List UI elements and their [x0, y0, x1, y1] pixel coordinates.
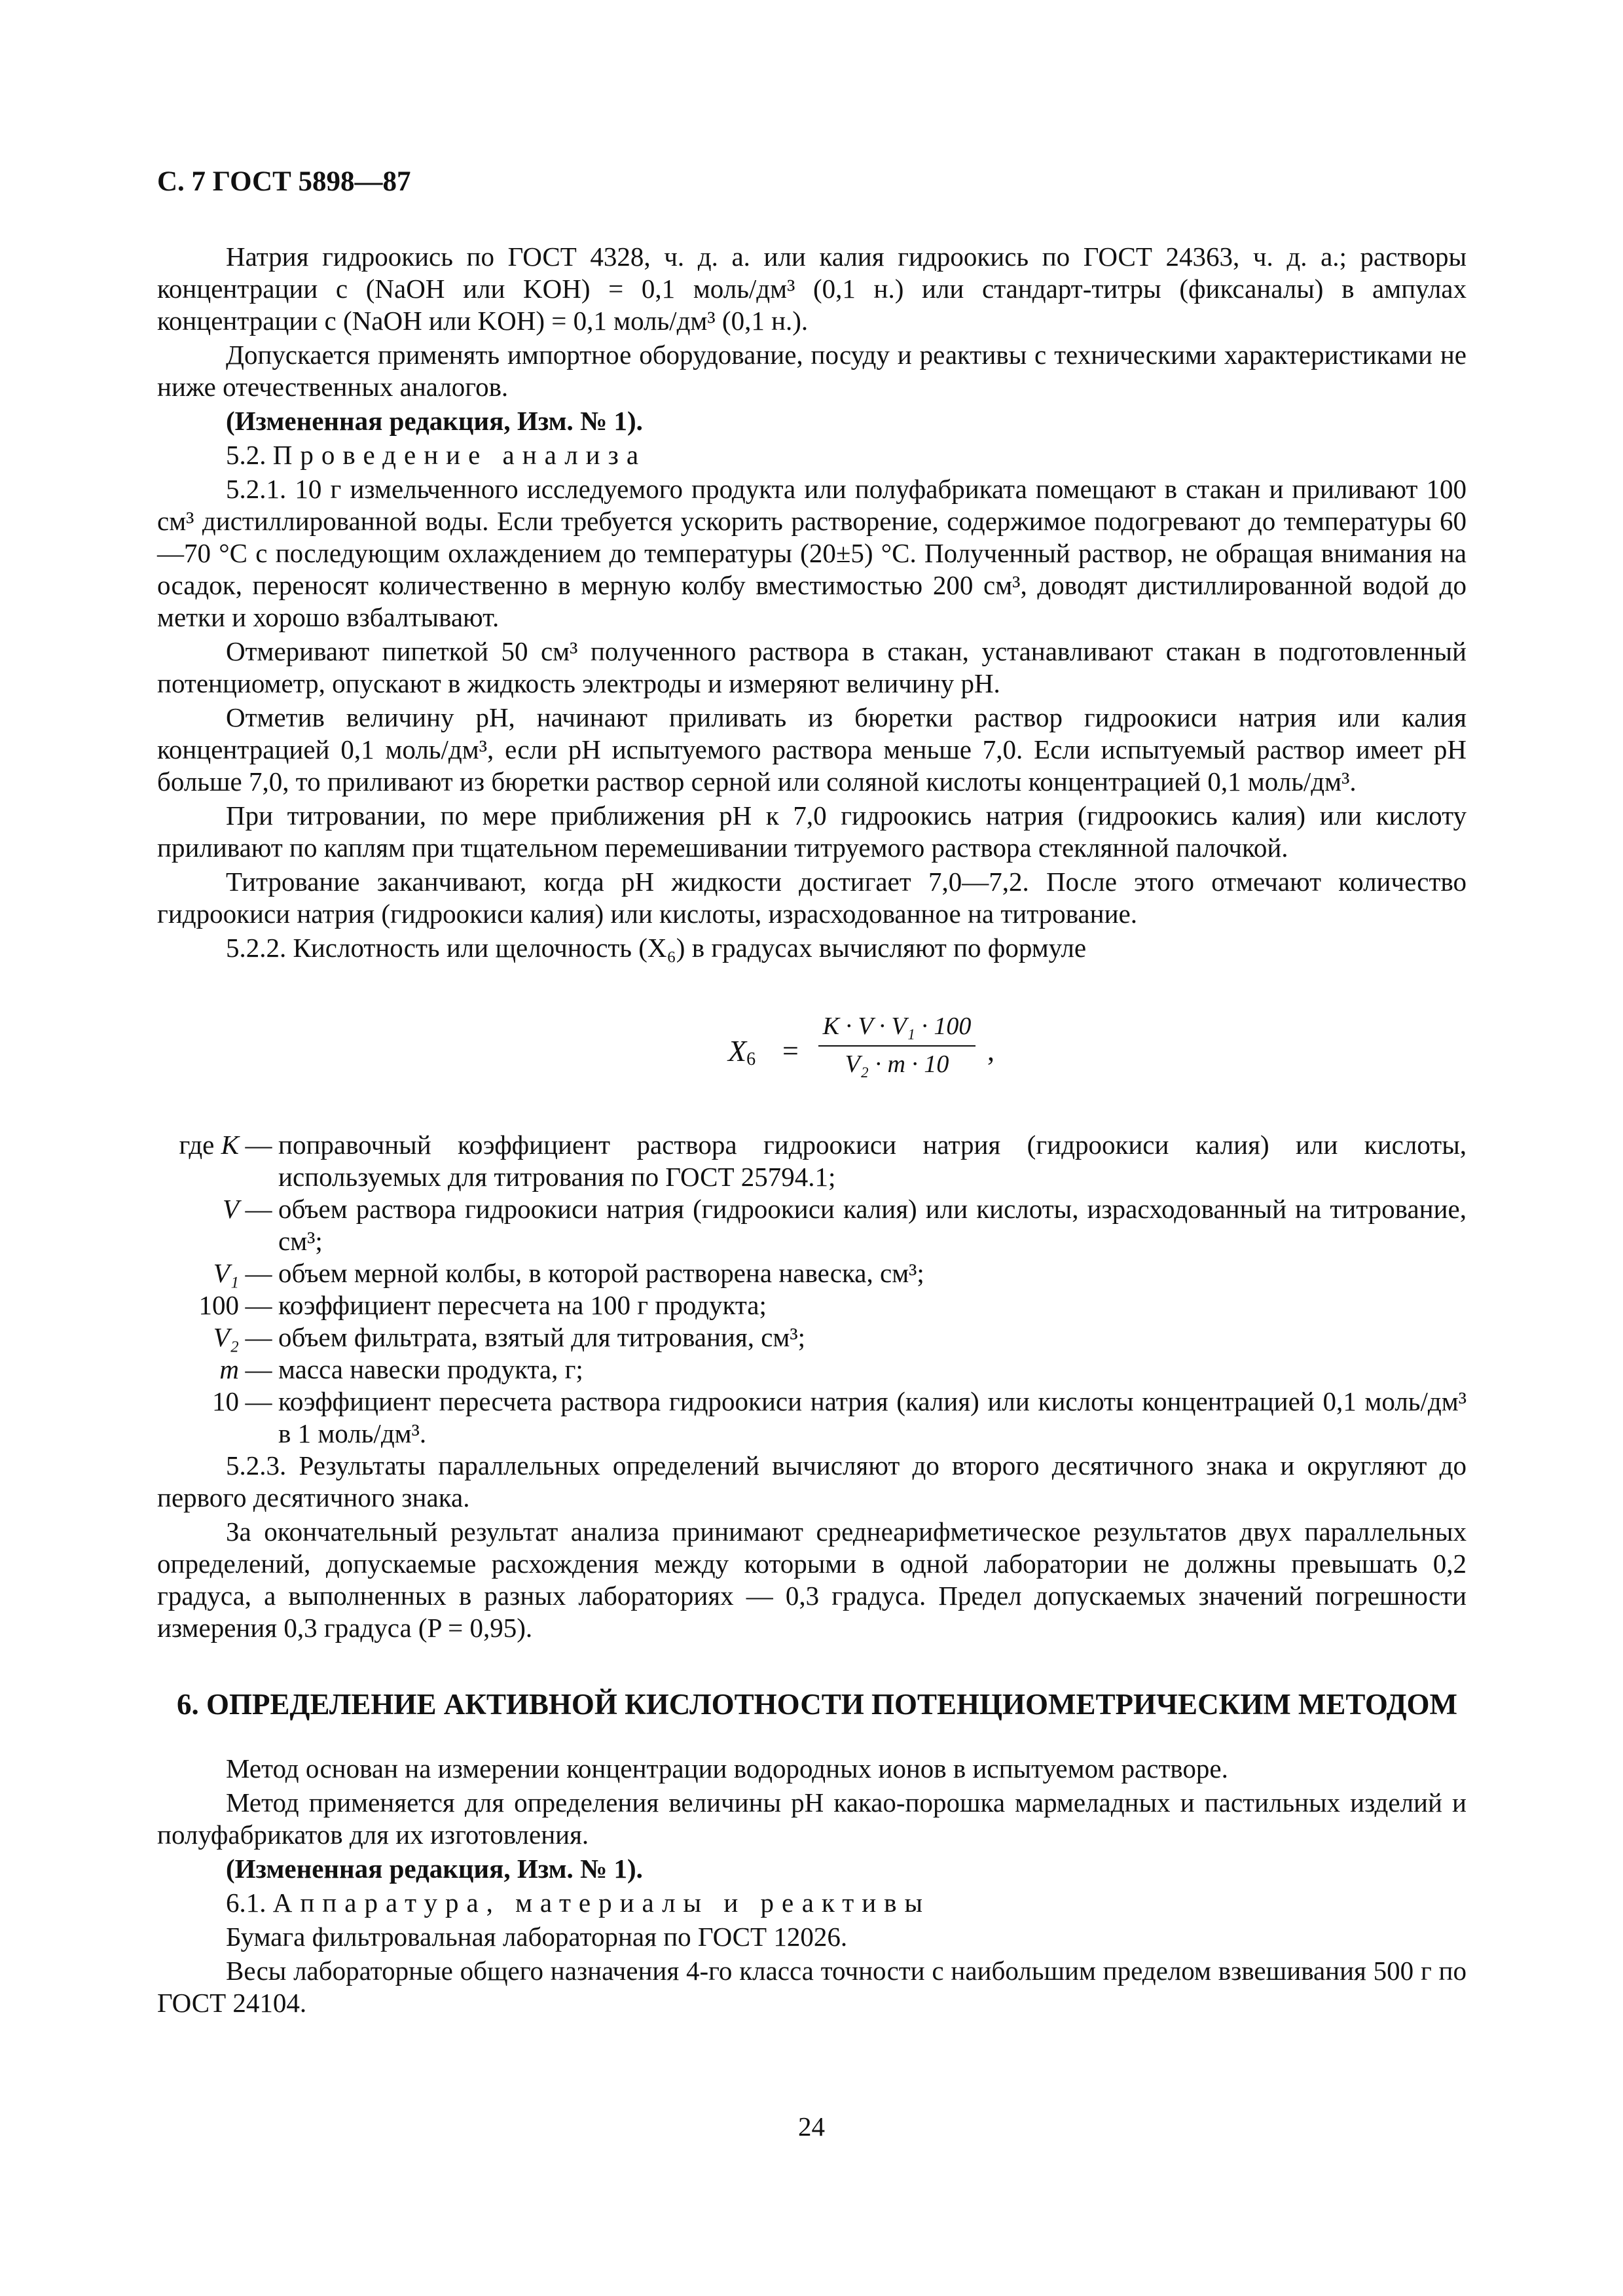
formula-fraction	[818, 1010, 976, 1081]
paragraph-scales: Весы лабораторные общего назначения 4-го класса точности с наибольшим пределом взвешивания 500 г по ГОСТ 24104.	[157, 1956, 1467, 2018]
paragraph-reagents: Натрия гидроокись по ГОСТ 4328, ч. д. а. или калия гидроокись по ГОСТ 24363, ч. д. а.; растворы концентрации c (NaOH или KOH) = 0,1 моль/дм³ (0,1 н.) или стандарт-титры (фиксаналы) в ампулах концентрации c (NaOH или KOH) = 0,1 моль/дм³ (0,1 н.).	[157, 242, 1467, 336]
amendment-note: (Измененная редакция, Изм. № 1).	[226, 1854, 643, 1884]
subsection-5-2-heading	[157, 439, 1467, 471]
paragraph-import-equipment: Допускается применять импортное оборудование, посуду и реактивы с техническими характеристиками не ниже отечественных аналогов.	[157, 340, 1467, 402]
paragraph-method-basis: Метод основан на измерении концентрации водородных ионов в испытуемом растворе.	[226, 1753, 1228, 1784]
legend-symbol: V₁	[213, 1258, 239, 1288]
legend-symbol: 10	[212, 1386, 239, 1416]
paragraph-final-result: За окончательный результат анализа принимают среднеарифметическое результатов двух параллельных определений, допускаемые расхождения между которыми в одной лаборатории не должны превышать 0,2 градуса, а выполненных в разных лабораториях — 0,3 градуса. Предел допускаемых значений погрешности измерения 0,3 градуса (P = 0,95).	[157, 1516, 1467, 1643]
paragraph-5-2-1: 5.2.1. 10 г измельченного исследуемого продукта или полуфабриката помещают в стакан и приливают 100 см³ дистиллированной воды. Если требуется ускорить растворение, содержимое подогревают до температуры 60—70 °С с последующим охлаждением до температуры (20±5) °С. Полученный раствор, не обращая внимания на осадок, переносят количественно в мерную колбу вместимостью 200 см³, доводят дистиллированной водой до метки и хорошо взбалтывают.	[157, 474, 1467, 632]
amendment-note: (Измененная редакция, Изм. № 1).	[226, 406, 643, 436]
legend-row	[157, 1321, 1467, 1354]
subsection-6-1-heading	[157, 1887, 1467, 1919]
legend-dash: —	[245, 1290, 272, 1320]
legend-row	[157, 1129, 1467, 1193]
legend-row	[157, 1354, 1467, 1386]
formula-denominator: V₂ · m · 10	[845, 1050, 949, 1078]
legend-symbol: m	[219, 1354, 239, 1384]
paragraph-pipette: Отмеривают пипеткой 50 см³ полученного раствора в стакан, устанавливают стакан в подготовленный потенциометр, опускают в жидкость электроды и измеряют величину pH.	[157, 636, 1467, 698]
legend-lead: где K	[179, 1130, 239, 1160]
legend-text: объем раствора гидроокиси натрия (гидроокиси калия) или кислоты, израсходованный на титрование, см³;	[278, 1194, 1467, 1256]
formula-comma: ,	[987, 1035, 994, 1067]
legend-dash: —	[245, 1194, 272, 1224]
legend-row	[157, 1193, 1467, 1257]
legend-text: поправочный коэффициент раствора гидроокиси натрия (гидроокиси калия) или кислоты, используемых для титрования по ГОСТ 25794.1;	[278, 1130, 1467, 1192]
subsection-number: 5.2.	[226, 440, 266, 470]
legend-text: объем фильтрата, взятый для титрования, см³;	[278, 1322, 806, 1352]
formula-lhs: $X_6$	[728, 1034, 756, 1069]
subsection-title: Проведение анализа	[272, 440, 647, 470]
legend-row	[157, 1289, 1467, 1321]
page-number: 24	[798, 2111, 825, 2142]
legend-text: коэффициент пересчета раствора гидроокиси натрия (калия) или кислоты концентрацией 0,1 моль/дм³ в 1 моль/дм³.	[278, 1386, 1467, 1448]
document-body	[157, 241, 1467, 2021]
page-header: С. 7 ГОСТ 5898—87	[157, 166, 411, 197]
variable-legend	[157, 1129, 1467, 1450]
legend-symbol: V	[222, 1194, 239, 1224]
legend-symbol: V₂	[213, 1322, 239, 1352]
legend-dash: —	[245, 1354, 272, 1384]
paragraph-titration-drops: При титровании, по мере приближения pH к 7,0 гидроокись натрия (гидроокись калия) или кислоту приливают по каплям при тщательном перемешивании титруемого раствора стеклянной палочкой.	[157, 800, 1467, 863]
legend-dash: —	[245, 1130, 272, 1160]
paragraph-filter-paper: Бумага фильтровальная лабораторная по ГОСТ 12026.	[226, 1922, 848, 1952]
legend-symbol: 100	[198, 1290, 239, 1320]
paragraph-titration-end: Титрование заканчивают, когда pH жидкости достигает 7,0—7,2. После этого отмечают количество гидроокиси натрия (гидроокиси калия) или кислоты, израсходованное на титрование.	[157, 867, 1467, 929]
legend-dash: —	[245, 1322, 272, 1352]
subsection-title: Аппаратура, материалы и реактивы	[272, 1888, 931, 1918]
legend-dash: —	[245, 1386, 272, 1416]
formula-numerator: K · V · V₁ · 100	[822, 1013, 972, 1040]
acidity-formula	[157, 996, 1467, 1108]
legend-text: коэффициент пересчета на 100 г продукта;	[278, 1290, 767, 1320]
paragraph-5-2-2: 5.2.2. Кислотность или щелочность (X₆) в градусах вычисляют по формуле	[226, 933, 1087, 963]
legend-text: объем мерной колбы, в которой растворена навеска, см³;	[278, 1258, 924, 1288]
paragraph-titration-start: Отметив величину pH, начинают приливать из бюретки раствор гидроокиси натрия или калия концентрацией 0,1 моль/дм³, если pH испытуемого раствора меньше 7,0. Если испытуемый раствор имеет pH больше 7,0, то приливают из бюретки раствор серной или соляной кислоты концентрацией 0,1 моль/дм³.	[157, 702, 1467, 797]
legend-text: масса навески продукта, г;	[278, 1354, 583, 1384]
paragraph-5-2-3: 5.2.3. Результаты параллельных определений вычисляют до второго десятичного знака и округляют до первого десятичного знака.	[157, 1450, 1467, 1513]
section-6-title: 6. ОПРЕДЕЛЕНИЕ АКТИВНОЙ КИСЛОТНОСТИ ПОТЕНЦИОМЕТРИЧЕСКИМ МЕТОДОМ	[177, 1688, 1458, 1721]
legend-dash: —	[245, 1258, 272, 1288]
legend-row	[157, 1257, 1467, 1289]
legend-row	[157, 1386, 1467, 1450]
formula-equals: =	[782, 1035, 799, 1067]
paragraph-method-scope: Метод применяется для определения величины pH какао-порошка мармеладных и пастильных изделий и полуфабрикатов для их изготовления.	[157, 1787, 1467, 1850]
subsection-number: 6.1.	[226, 1888, 266, 1918]
